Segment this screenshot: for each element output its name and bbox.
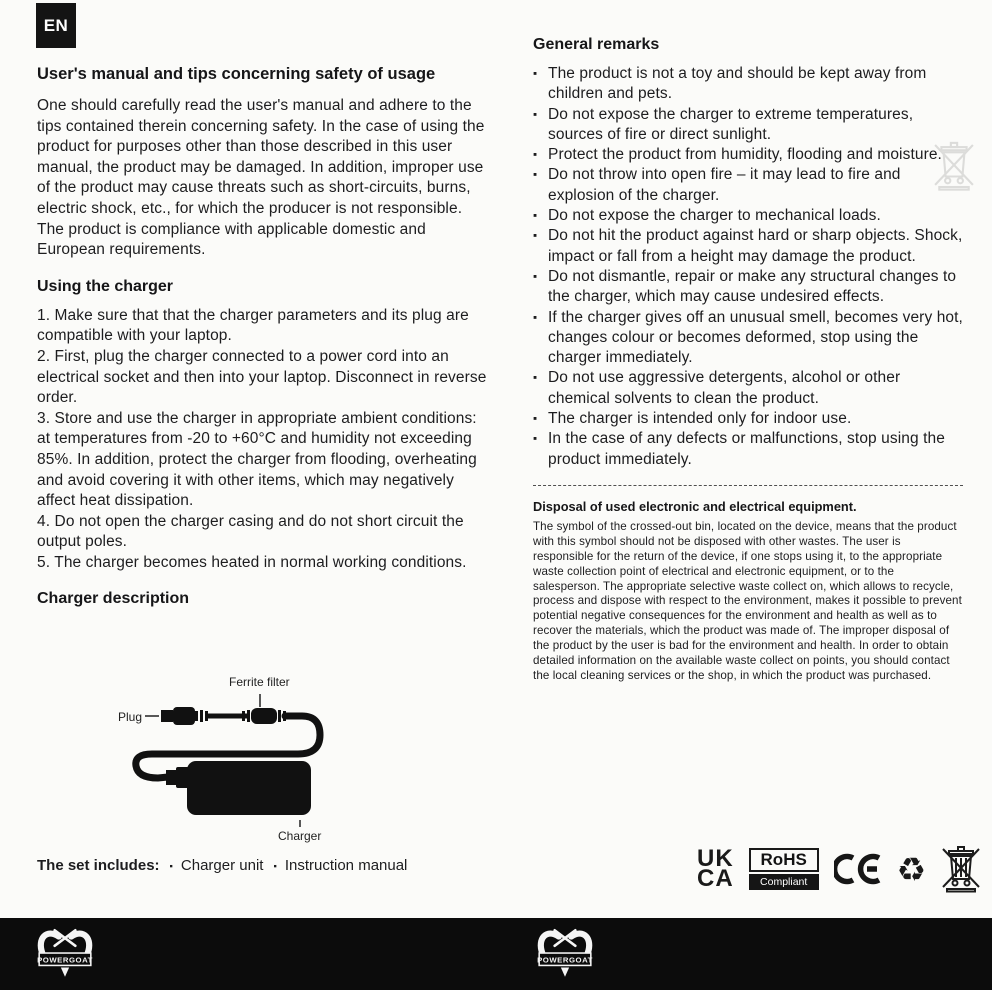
disposal-heading: Disposal of used electronic and electrical equipment. <box>533 498 857 514</box>
right-column <box>533 36 963 684</box>
remark-item: ▪ Do not hit the product against hard or sharp objects. Shock, impact or fall from a height may damage the product. <box>533 226 963 267</box>
set-includes-item: ▪ Charger unit <box>164 857 264 874</box>
plug-shape <box>161 707 208 725</box>
recycle-icon: ♻ <box>896 849 927 889</box>
set-includes-item: ▪ Instruction manual <box>267 857 407 874</box>
dashed-divider <box>533 485 963 486</box>
plug-label: Plug <box>118 710 143 724</box>
ferrite-filter-label: Ferrite filter <box>229 675 290 689</box>
weee-bin-icon <box>941 845 981 893</box>
general-remarks-list <box>533 64 963 470</box>
remark-item: ▪ The product is not a toy and should be kept away from children and pets. <box>533 64 963 105</box>
remark-item: ▪ The charger is intended only for indoor use. <box>533 409 963 429</box>
remark-item: ▪ Do not throw into open fire – it may lead to fire and explosion of the charger. <box>533 165 963 206</box>
using-steps-list <box>37 306 489 574</box>
remark-item: ▪ Do not use aggressive detergents, alcohol or other chemical solvents to clean the product. <box>533 368 963 409</box>
charger-brick-shape <box>187 761 311 815</box>
left-column <box>37 64 489 618</box>
remark-item: ▪ Do not expose the charger to extreme temperatures, sources of fire or direct sunlight. <box>533 105 963 146</box>
goat-logo-icon <box>534 923 596 981</box>
language-badge: EN <box>36 3 76 48</box>
charger-diagram <box>30 664 470 846</box>
charger-description-heading: Charger description <box>37 590 190 608</box>
remark-item: ▪ Do not expose the charger to mechanical loads. <box>533 206 963 226</box>
remark-item: ▪ Do not dismantle, repair or make any structural changes to the charger, which may cause undesired effects. <box>533 267 963 308</box>
using-step: 4. Do not open the charger casing and do not short circuit the output poles. <box>37 512 464 551</box>
goat-logo-icon <box>34 923 96 981</box>
brand-name: POWERGOAT <box>37 955 93 965</box>
ce-mark-icon <box>834 852 882 886</box>
using-charger-heading: Using the charger <box>37 277 174 295</box>
ukca-mark: UK CA <box>697 845 734 892</box>
rohs-mark: RoHS Compliant <box>749 848 819 890</box>
charger-label: Charger <box>278 829 322 843</box>
set-includes-row <box>37 856 411 877</box>
disposal-paragraph: The symbol of the crossed-out bin, located on the device, means that the product with this symbol should not be disposed with other wastes. The user is responsible for the return of the device, if one stops using it, to the appropriate waste collection point of electrical and electronic equipment, or to the salesperson. The appropriate selective waste collect on, which allows to recycle, process and dispose with respect to the environment, makes it possible to prevent potential negative consequences for the environment and health as well as to recover the materials, which the product was made of. The improper disposal of the product by the user is bad for the environment and health. In order to obtain detailed information on the available waste collect on points, you should contact the local cleaning services or the shop, in which the product was purchased. <box>533 519 962 682</box>
using-step: 3. Store and use the charger in appropriate ambient conditions: at temperatures from -20 to +60°C and humidity not exceeding 85%. In addition, protect the charger from flooding, overheating and avoid covering it with other items, which may negatively affect heat dissipation. <box>37 409 477 510</box>
using-step: 2. First, plug the charger connected to a power cord into an electrical socket and then into your laptop. Disconnect in reverse order. <box>37 347 487 407</box>
general-remarks-heading: General remarks <box>533 36 660 53</box>
ferrite-filter-shape <box>242 708 286 724</box>
remark-item: ▪ Protect the product from humidity, flooding and moisture. <box>533 145 963 165</box>
using-step: 5. The charger becomes heated in normal working conditions. <box>37 553 467 571</box>
remark-item: ▪ If the charger gives off an unusual smell, becomes very hot, changes colour or becomes deformed, stop using the charger immediately. <box>533 308 963 369</box>
dc-connector-shape <box>166 767 189 788</box>
manual-title: User's manual and tips concerning safety of usage <box>37 65 436 83</box>
footer-bar <box>0 918 992 990</box>
intro-paragraph: One should carefully read the user's manual and adhere to the tips contained therein concerning safety. In the case of using the product for purposes other than those described in this user manual, the product may be damaged. In addition, improper use of the product may cause threats such as short-circuits, burns, electric shock, etc., for which the producer is not responsible. The product is compliance with applicable domestic and European requirements. <box>37 97 485 259</box>
remark-item: ▪ In the case of any defects or malfunctions, stop using the product immediately. <box>533 429 963 470</box>
using-step: 1. Make sure that that the charger parameters and its plug are compatible with your laptop. <box>37 306 469 345</box>
set-includes-items <box>164 857 412 874</box>
certification-marks <box>697 845 981 893</box>
set-includes-label: The set includes: <box>37 857 160 874</box>
brand-name: POWERGOAT <box>537 955 593 965</box>
